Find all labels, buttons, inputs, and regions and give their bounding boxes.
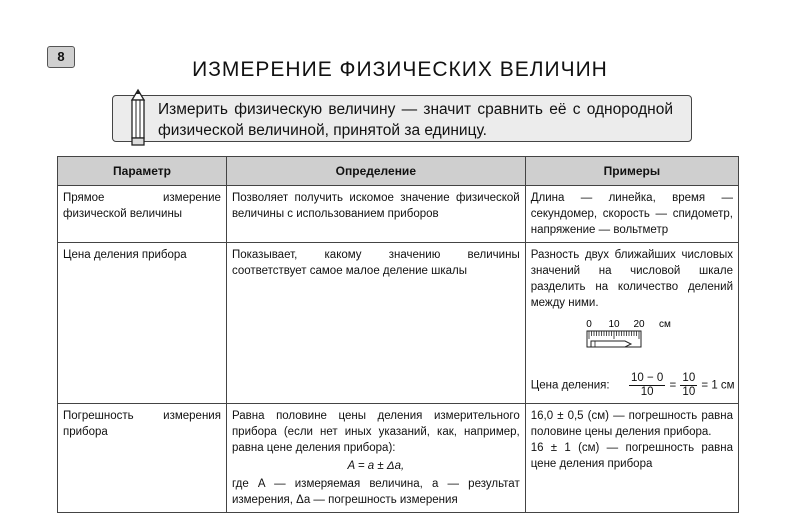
price-formula	[531, 372, 733, 399]
ruler-unit: см	[658, 319, 671, 330]
fraction-1-numerator: 10 − 0	[631, 372, 664, 384]
ruler-diagram	[531, 317, 731, 361]
definition-text-b: где A — измеряемая величина, a — результат измерения, Δa — погрешность измерения	[231, 478, 520, 506]
example-text-a: 16,0 ± 0,5 (см) — погрешность равна половине цены деления прибора.	[530, 410, 733, 438]
cell-definition: Показывает, какому значению величины соответствует самое малое деление шкалы	[226, 243, 525, 404]
cell-example	[525, 243, 738, 404]
example-text: Разность двух ближайших числовых значений на числовой шкале разделить на количество делений между ними.	[530, 249, 733, 309]
table-row	[58, 243, 739, 404]
measurement-table	[57, 156, 739, 513]
fraction-2-denominator: 10	[682, 386, 696, 398]
fraction-1-denominator: 10	[640, 386, 654, 398]
table-header-row	[58, 157, 739, 186]
price-label: Цена деления:	[530, 379, 610, 392]
ruler-label-10: 10	[608, 319, 620, 330]
example-text-b: 16 ± 1 (см) — погрешность равна цене деления прибора	[530, 442, 733, 470]
equals-sign: =	[669, 379, 677, 392]
ruler-label-20: 20	[633, 319, 645, 330]
fraction-1	[629, 372, 665, 399]
note-text: Измерить физическую величину — значит сравнить её с однородной физической величиной, принятой за единицу.	[158, 101, 673, 139]
table-row	[58, 404, 739, 513]
cell-example	[525, 404, 738, 513]
header-examples: Примеры	[525, 157, 738, 186]
header-definition: Определение	[226, 157, 525, 186]
cell-definition: Позволяет получить искомое значение физической величины с использованием приборов	[226, 186, 525, 243]
page-title: ИЗМЕРЕНИЕ ФИЗИЧЕСКИХ ВЕЛИЧИН	[192, 58, 608, 81]
ruler-illustration	[531, 317, 733, 366]
header-parameter: Параметр	[58, 157, 227, 186]
definition-text-a: Равна половине цены деления измерительного прибора (если нет иных указаний, как, например, равна цене деления прибора):	[231, 410, 520, 454]
pencil-icon	[125, 88, 151, 148]
cell-param: Прямое измерение физической величины	[58, 186, 227, 243]
cell-param: Погрешность измерения прибора	[58, 404, 227, 513]
cell-param: Цена деления прибора	[58, 243, 227, 404]
cell-definition	[226, 404, 525, 513]
error-formula: A = a ± Δa,	[347, 460, 405, 472]
ruler-label-0: 0	[585, 319, 592, 330]
fraction-2	[680, 372, 697, 399]
price-result: = 1 см	[701, 379, 735, 392]
definition-note	[112, 95, 692, 142]
fraction-2-numerator: 10	[682, 372, 696, 384]
table-row	[58, 186, 739, 243]
page-number: 8	[47, 46, 75, 68]
cell-example: Длина — линейка, время — секундомер, скорость — спидометр, напряжение — вольтметр	[525, 186, 738, 243]
